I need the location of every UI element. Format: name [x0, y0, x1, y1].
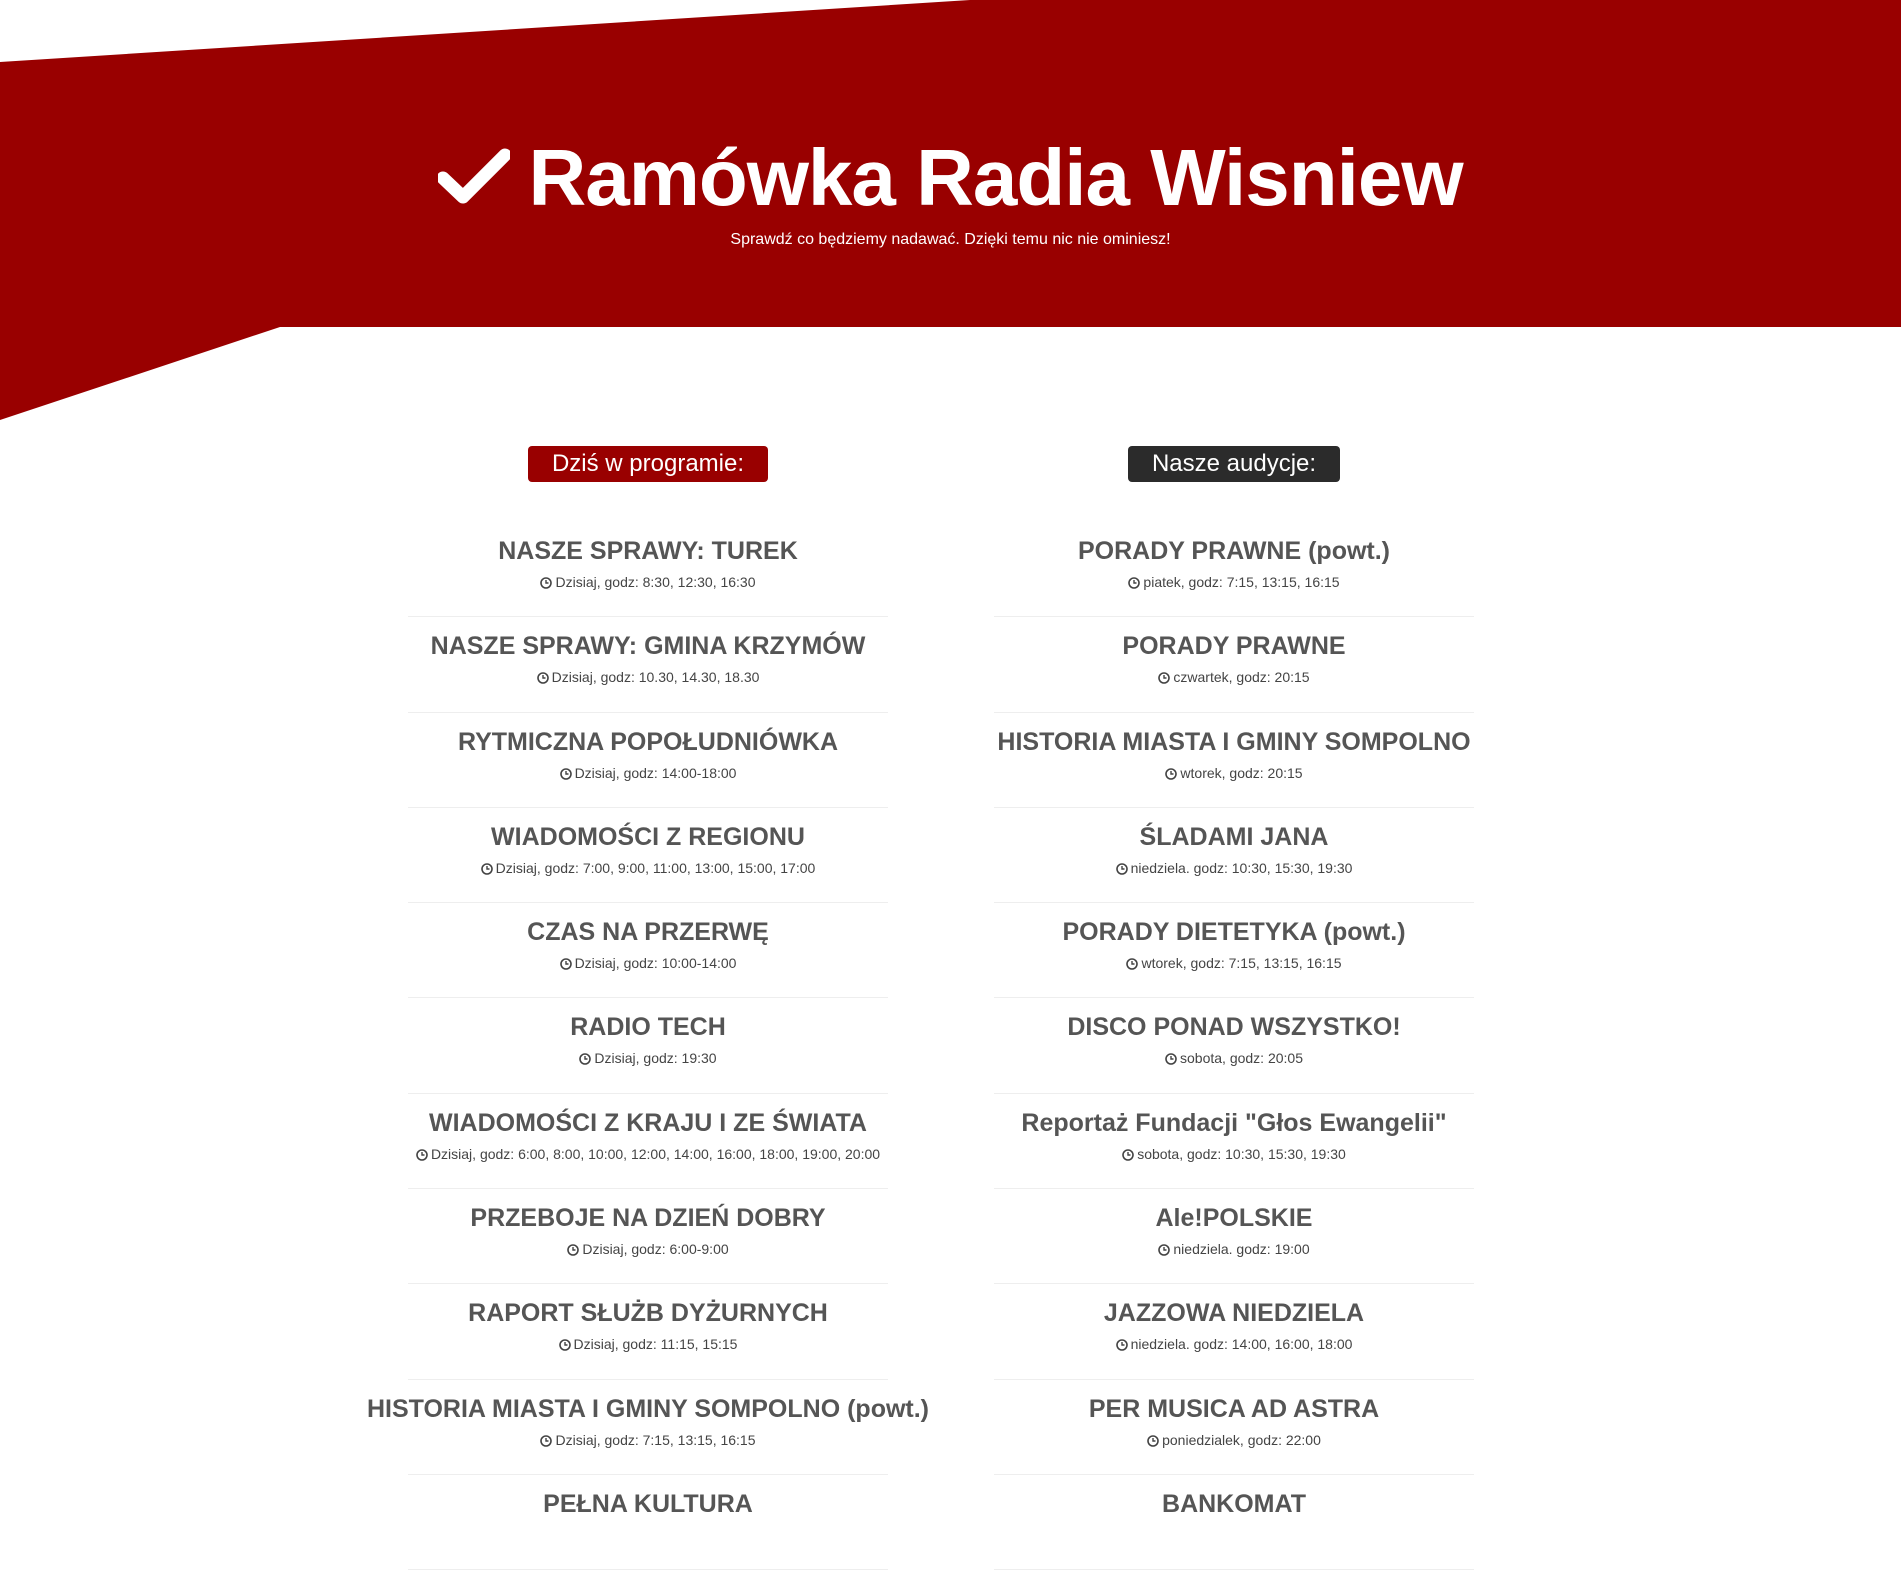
page-header — [0, 0, 1901, 330]
schedule-item-time-text: wtorek, godz: 7:15, 13:15, 16:15 — [1141, 955, 1342, 972]
schedule-item-title[interactable]: PEŁNA KULTURA — [543, 1489, 753, 1518]
shows-column — [954, 446, 1514, 1570]
clock-icon — [1126, 955, 1138, 975]
schedule-item-title[interactable]: PORADY DIETETYKA (powt.) — [1062, 918, 1406, 947]
schedule-item-title[interactable]: PER MUSICA AD ASTRA — [1088, 1394, 1380, 1423]
page-title: Ramówka Radia Wisniew — [528, 133, 1463, 222]
schedule-item — [408, 617, 888, 712]
schedule-item-time — [408, 858, 888, 880]
schedule-item-time-text: czwartek, godz: 20:15 — [1173, 669, 1310, 686]
schedule-item-time — [408, 763, 888, 785]
clock-icon — [560, 765, 572, 785]
schedule-item-time — [994, 667, 1474, 689]
check-icon — [438, 128, 510, 228]
schedule-item-time — [408, 1430, 888, 1452]
schedule-item-time — [408, 667, 888, 689]
today-list — [368, 522, 928, 1570]
schedule-item-title[interactable]: ŚLADAMI JANA — [1139, 822, 1329, 851]
schedule-item-time-text: Dzisiaj, godz: 11:15, 15:15 — [573, 1336, 738, 1353]
schedule-item-time — [994, 763, 1474, 785]
clock-icon — [481, 860, 493, 880]
shows-list — [954, 522, 1514, 1570]
schedule-item-title[interactable]: Ale!POLSKIE — [1155, 1204, 1313, 1233]
page-title-row — [0, 128, 1901, 234]
schedule-item — [408, 1284, 888, 1379]
clock-icon — [579, 1050, 591, 1070]
clock-icon — [540, 1432, 552, 1452]
schedule-item-title[interactable]: RADIO TECH — [570, 1013, 726, 1042]
schedule-item-title[interactable]: RYTMICZNA POPOŁUDNIÓWKA — [457, 727, 839, 756]
schedule-item — [994, 1380, 1474, 1475]
schedule-item — [994, 1189, 1474, 1284]
schedule-item — [994, 808, 1474, 903]
schedule-item-time-text: Dzisiaj, godz: 8:30, 12:30, 16:30 — [555, 574, 756, 590]
schedule-item-title[interactable]: PORADY PRAWNE — [1122, 632, 1346, 661]
schedule-item-time-text: Dzisiaj, godz: 10:00-14:00 — [574, 955, 737, 972]
schedule-item-time-text: sobota, godz: 10:30, 15:30, 19:30 — [1137, 1145, 1346, 1162]
schedule-item — [408, 1094, 888, 1189]
page-subtitle: Sprawdź co będziemy nadawać. Dzięki temu nic nie ominiesz! — [730, 231, 1171, 248]
clock-icon — [567, 1241, 579, 1261]
schedule-item-time-text: Dzisiaj, godz: 6:00-9:00 — [582, 1241, 729, 1258]
schedule-item — [408, 522, 888, 617]
schedule-item-time-text: piatek, godz: 7:15, 13:15, 16:15 — [1143, 574, 1340, 590]
clock-icon — [1158, 669, 1170, 689]
schedule-item-time-text: Dzisiaj, godz: 6:00, 8:00, 10:00, 12:00, 14:00, 16:00, 18:00, 19:00, 20:00 — [430, 1145, 881, 1162]
schedule-item-time-text: Dzisiaj, godz: 7:00, 9:00, 11:00, 13:00, 15:00, 17:00 — [495, 859, 816, 876]
schedule-item — [994, 1094, 1474, 1189]
schedule-item-title[interactable]: HISTORIA MIASTA I GMINY SOMPOLNO (powt.) — [366, 1394, 930, 1423]
clock-icon — [1128, 574, 1140, 594]
schedule-item-time — [994, 858, 1474, 880]
schedule-item-title[interactable]: WIADOMOŚCI Z REGIONU — [491, 822, 805, 851]
schedule-item-time — [408, 1144, 888, 1166]
schedule-item-time — [994, 572, 1474, 594]
schedule-item-title[interactable]: NASZE SPRAWY: GMINA KRZYMÓW — [430, 632, 866, 661]
schedule-item-title[interactable]: Reportaż Fundacji "Głos Ewangelii" — [1021, 1108, 1447, 1137]
schedule-item-time-text: niedziela. godz: 19:00 — [1173, 1241, 1310, 1258]
schedule-item-time-text: Dzisiaj, godz: 14:00-18:00 — [574, 764, 737, 781]
schedule-item-title[interactable]: BANKOMAT — [1162, 1489, 1306, 1518]
schedule-item-time-text: niedziela. godz: 14:00, 16:00, 18:00 — [1130, 1336, 1353, 1353]
clock-icon — [1165, 765, 1177, 785]
shows-heading-badge: Nasze audycje: — [1128, 446, 1340, 482]
schedule-item-time — [994, 953, 1474, 975]
schedule-item — [408, 713, 888, 808]
schedule-item — [994, 713, 1474, 808]
clock-icon — [540, 574, 552, 594]
schedule-item-time-text: Dzisiaj, godz: 19:30 — [594, 1050, 717, 1067]
schedule-item — [408, 808, 888, 903]
schedule-item-time — [408, 1048, 888, 1070]
schedule-item — [994, 617, 1474, 712]
clock-icon — [1165, 1050, 1177, 1070]
schedule-item-title[interactable]: JAZZOWA NIEDZIELA — [1103, 1299, 1365, 1328]
schedule-item-title[interactable]: CZAS NA PRZERWĘ — [527, 918, 769, 947]
schedule-item-time-text: sobota, godz: 20:05 — [1180, 1050, 1303, 1067]
today-schedule-column — [368, 446, 928, 1570]
schedule-item-time — [994, 1144, 1474, 1166]
schedule-item — [408, 998, 888, 1093]
schedule-item-title[interactable]: DISCO PONAD WSZYSTKO! — [1067, 1013, 1401, 1042]
schedule-item-time — [994, 1334, 1474, 1356]
schedule-item-title[interactable]: PORADY PRAWNE (powt.) — [1077, 537, 1391, 565]
clock-icon — [537, 669, 549, 689]
clock-icon — [559, 1336, 571, 1356]
schedule-item-title[interactable]: WIADOMOŚCI Z KRAJU I ZE ŚWIATA — [429, 1108, 867, 1137]
schedule-item-time — [408, 572, 888, 594]
clock-icon — [1158, 1241, 1170, 1261]
schedule-item — [366, 1380, 930, 1475]
schedule-item-title[interactable]: NASZE SPRAWY: TUREK — [498, 537, 798, 565]
schedule-item-time — [994, 1048, 1474, 1070]
schedule-item — [994, 903, 1474, 998]
today-heading-badge: Dziś w programie: — [528, 446, 768, 482]
schedule-item-time — [408, 1334, 888, 1356]
clock-icon — [1122, 1146, 1134, 1166]
clock-icon — [1147, 1432, 1159, 1452]
clock-icon — [1116, 1336, 1128, 1356]
schedule-item — [994, 1284, 1474, 1379]
schedule-item — [408, 1475, 888, 1570]
schedule-item-time-text: wtorek, godz: 20:15 — [1180, 764, 1303, 781]
schedule-item-time — [994, 1430, 1474, 1452]
schedule-item-time-text: Dzisiaj, godz: 7:15, 13:15, 16:15 — [555, 1431, 756, 1448]
schedule-item-time-text: niedziela. godz: 10:30, 15:30, 19:30 — [1130, 859, 1353, 876]
schedule-item — [408, 903, 888, 998]
schedule-item — [994, 1475, 1474, 1570]
schedule-item — [994, 522, 1474, 617]
schedule-item — [994, 998, 1474, 1093]
clock-icon — [1116, 860, 1128, 880]
schedule-item-time-text: Dzisiaj, godz: 10.30, 14.30, 18.30 — [551, 669, 760, 686]
schedule-item-time-text: poniedzialek, godz: 22:00 — [1162, 1431, 1321, 1448]
schedule-item-title[interactable]: RAPORT SŁUŻB DYŻURNYCH — [468, 1299, 828, 1328]
schedule-item — [408, 1189, 888, 1284]
schedule-item-time — [408, 953, 888, 975]
clock-icon — [560, 955, 572, 975]
schedule-item-time — [408, 1239, 888, 1261]
schedule-item-title[interactable]: PRZEBOJE NA DZIEŃ DOBRY — [470, 1204, 826, 1233]
schedule-item-time — [994, 1239, 1474, 1261]
schedule-item-title[interactable]: HISTORIA MIASTA I GMINY SOMPOLNO — [997, 727, 1471, 756]
clock-icon — [416, 1146, 428, 1166]
